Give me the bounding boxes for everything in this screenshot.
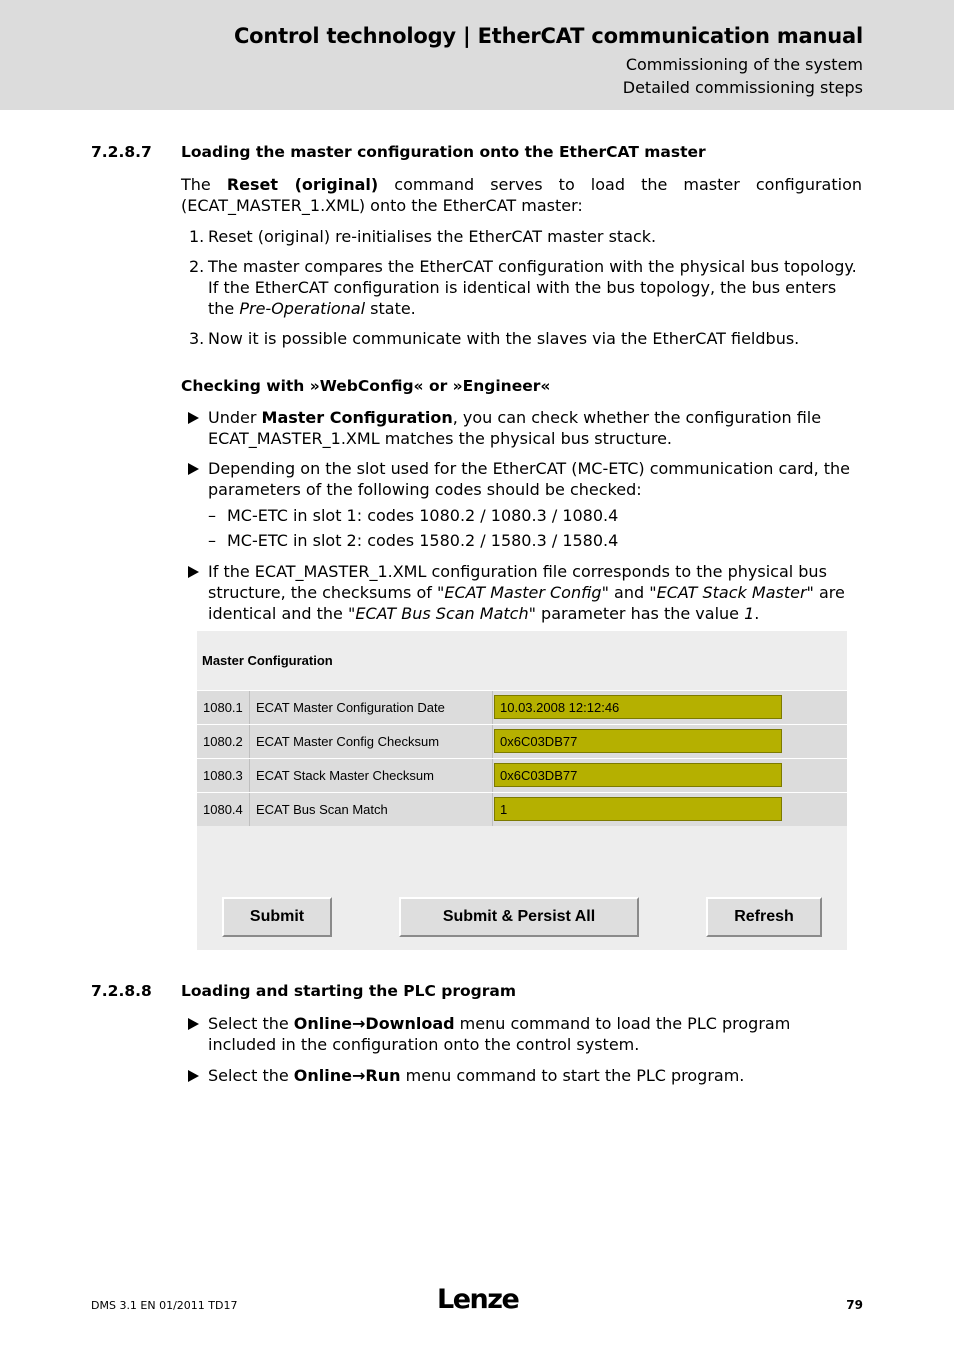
divider xyxy=(249,793,250,826)
triangle-bullet-icon xyxy=(188,1070,199,1082)
dash-item: – MC-ETC in slot 1: codes 1080.2 / 1080.3 / 1080.4 xyxy=(208,506,619,525)
section-title: Loading and starting the PLC program xyxy=(181,982,516,1000)
row-label: ECAT Master Config Checksum xyxy=(256,734,440,749)
intro-paragraph-line2: (ECAT_MASTER_1.XML) onto the EtherCAT master: xyxy=(181,196,583,215)
bullet-item: If the ECAT_MASTER_1.XML configuration file corresponds to the physical bus structure, the checksums of "ECAT Master Config" and "ECAT Stack Master" are identical and the "ECAT Bus Scan Match" parameter has the value 1. xyxy=(181,561,862,624)
section-title: Loading the master configuration onto the EtherCAT master xyxy=(181,143,706,161)
section-number: 7.2.8.8 xyxy=(91,982,152,1000)
row-label: ECAT Master Configuration Date xyxy=(256,700,445,715)
row-label: ECAT Bus Scan Match xyxy=(256,802,388,817)
panel-title: Master Configuration xyxy=(202,653,333,668)
divider xyxy=(249,759,250,792)
value-field[interactable]: 0x6C03DB77 xyxy=(494,729,782,753)
table-row xyxy=(197,758,847,792)
bullet-item: Under Master Configuration, you can check whether the configuration file ECAT_MASTER_1.XML matches the physical bus structure. xyxy=(181,407,862,449)
intro-paragraph-line1: The Reset (original) command serves to load the master configuration xyxy=(181,175,863,194)
dash-item: – MC-ETC in slot 2: codes 1580.2 / 1580.3 / 1580.4 xyxy=(208,531,619,550)
page-number: 79 xyxy=(846,1298,863,1312)
header-title: Control technology | EtherCAT communication manual xyxy=(233,24,863,48)
bullet-item: Depending on the slot used for the EtherCAT (MC-ETC) communication card, the parameters of the following codes should be checked: xyxy=(181,458,862,500)
subheading: Checking with »WebConfig« or »Engineer« xyxy=(181,377,551,395)
triangle-bullet-icon xyxy=(188,1018,199,1030)
divider xyxy=(492,691,493,724)
table-row xyxy=(197,690,847,724)
refresh-button[interactable]: Refresh xyxy=(706,897,822,937)
row-code: 1080.2 xyxy=(203,734,243,749)
row-label: ECAT Stack Master Checksum xyxy=(256,768,434,783)
master-configuration-panel xyxy=(197,631,847,950)
submit-persist-all-button[interactable]: Submit & Persist All xyxy=(399,897,639,937)
table-row xyxy=(197,792,847,826)
divider xyxy=(249,691,250,724)
section-number: 7.2.8.7 xyxy=(91,143,152,161)
footer-doc-id: DMS 3.1 EN 01/2011 TD17 xyxy=(91,1299,238,1312)
value-field[interactable]: 10.03.2008 12:12:46 xyxy=(494,695,782,719)
divider xyxy=(492,759,493,792)
table-row xyxy=(197,724,847,758)
triangle-bullet-icon xyxy=(188,463,199,475)
list-item: 3. Now it is possible communicate with the slaves via the EtherCAT fieldbus. xyxy=(189,329,800,348)
divider xyxy=(492,793,493,826)
header-subtitle-chapter: Commissioning of the system xyxy=(625,55,863,74)
triangle-bullet-icon xyxy=(188,412,199,424)
value-field[interactable]: 1 xyxy=(494,797,782,821)
bullet-item: Select the Online→Download menu command to load the PLC program included in the configuration onto the control system. xyxy=(181,1013,862,1055)
submit-button[interactable]: Submit xyxy=(222,897,332,937)
divider xyxy=(249,725,250,758)
row-code: 1080.1 xyxy=(203,700,243,715)
value-field[interactable]: 0x6C03DB77 xyxy=(494,763,782,787)
divider xyxy=(492,725,493,758)
list-item: 2. The master compares the EtherCAT configuration with the physical bus topology. If the EtherCAT configuration is identical with the bus topology, the bus enters the Pre-Operational state. xyxy=(189,257,857,318)
list-item: 1. Reset (original) re-initialises the EtherCAT master stack. xyxy=(189,227,657,246)
triangle-bullet-icon xyxy=(188,566,199,578)
header-subtitle-section: Detailed commissioning steps xyxy=(622,78,863,97)
bullet-item: Select the Online→Run menu command to start the PLC program. xyxy=(181,1065,862,1086)
page-header xyxy=(0,0,954,110)
lenze-logo: Lenze xyxy=(437,1284,519,1315)
row-code: 1080.3 xyxy=(203,768,243,783)
row-code: 1080.4 xyxy=(203,802,243,817)
